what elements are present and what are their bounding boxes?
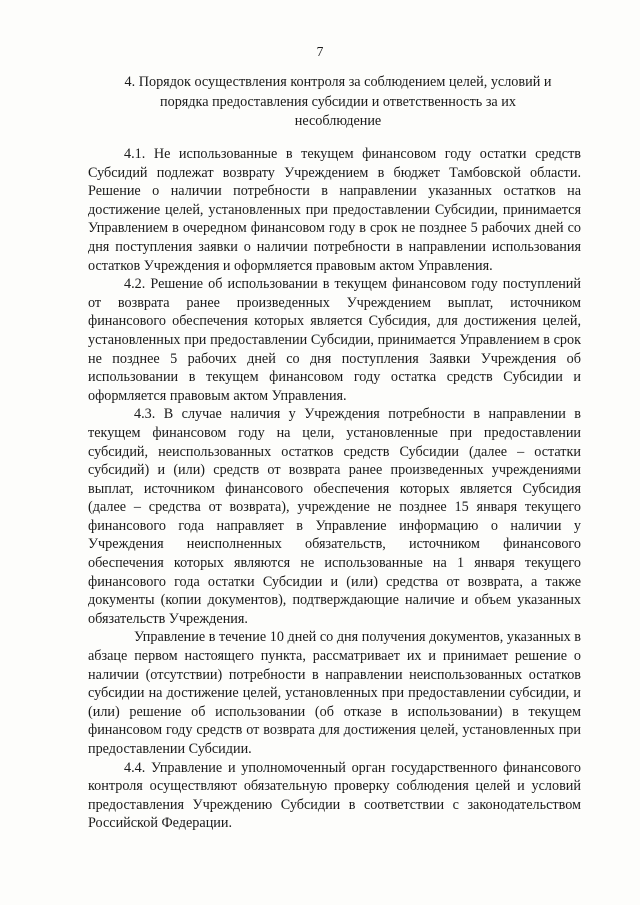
section-heading [90, 73, 586, 132]
paragraph-4-3: 4.3. В случае наличия у Учреждения потребности в направлении в текущем финансовом году на цели, установленные при предоставлении субсидий, неиспользованных остатков средств Субсидии (далее – остатки субсидий) и (или) средств от возврата ранее произведенных учреждениями выплат, источником финансового обеспечения которых является Субсидия (далее – средства от возврата), учреждение не позднее 15 января текущего финансового года направляет в Управление информацию о наличии у Учреждения неисполненных обязательств, источником финансового обеспечения которых являются не использованные на 1 января текущего финансового года остатки Субсидии и (или) средства от возврата, а также документы (копии документов), подтверждающие наличие и объем указанных обязательств Учреждения. [88, 406, 581, 627]
paragraph-4-2: 4.2. Решение об использовании в текущем финансовом году поступлений от возврата ранее произведенных Учреждением выплат, источником финансового обеспечения которых является Субсидия, для достижения целей, установленных при предоставлении Субсидии, принимается Управлением в срок не позднее 5 рабочих дней со дня поступления Заявки Учреждения об использовании в текущем финансовом году остатка средств Субсидии и оформляется правовым актом Управления. [88, 276, 581, 404]
section-heading-line-1: 4. Порядок осуществления контроля за соблюдением целей, условий и [124, 74, 552, 90]
paragraph-4-1: 4.1. Не использованные в текущем финансовом году остатки средств Субсидий подлежат возврату Учреждением в бюджет Тамбовской области. Решение о наличии потребности в направлении указанных остатков на достижение целей, установленных при предоставлении Субсидии, принимается Управлением в очередном финансовом году в срок не позднее 5 рабочих дней со дня поступления заявки о наличии потребности в направлении использования остатков Учреждения и оформляется правовым актом Управления. [88, 146, 581, 274]
document-body [88, 145, 581, 833]
paragraph-4-4: 4.4. Управление и уполномоченный орган государственного финансового контроля осуществляют обязательную проверку соблюдения целей и условий предоставления Учреждению Субсидии в соответствии с законодательством Российской Федерации. [88, 759, 581, 832]
paragraph-4-3-continuation: Управление в течение 10 дней со дня получения документов, указанных в абзаце первом настоящего пункта, рассматривает их и принимает решение о наличии (отсутствии) потребности в направлении неиспользованных остатков субсидии на достижение целей, установленных при предоставлении субсидии, и (или) решение об использовании (об отказе в использовании) в текущем финансовом году средств от возврата для достижения целей, установленных при предоставлении Субсидии. [88, 629, 581, 757]
section-heading-line-3: несоблюдение [294, 113, 382, 129]
section-heading-line-2: порядка предоставления субсидии и ответственность за их [160, 93, 516, 110]
page-number: 7 [316, 44, 324, 59]
